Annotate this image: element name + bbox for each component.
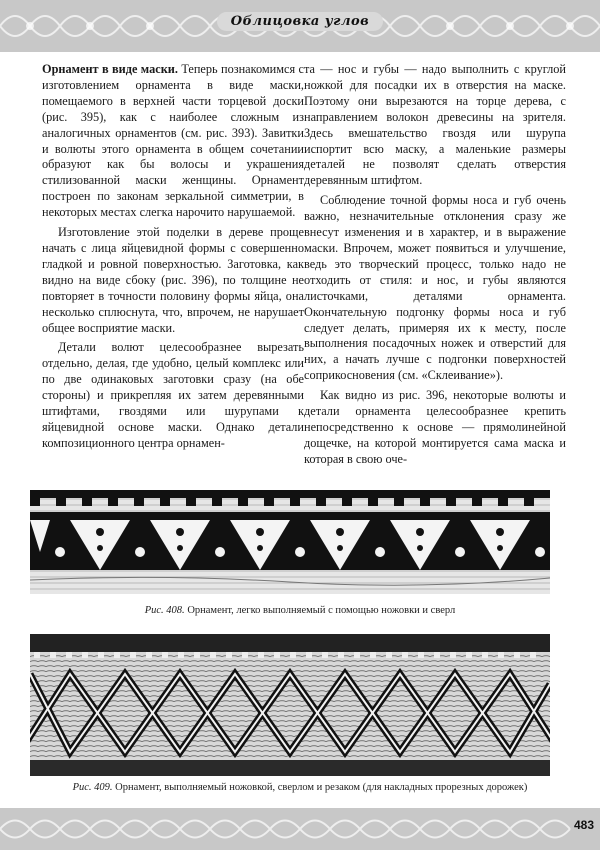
paragraph: та — нос и губы — надо выполнить с круглой ножкой для посадки их в отверстия на маске. Поэтому они вырезаются на торце дерева, с направлением волокон древесины на зрителя. Здесь вмешательство гвоздя или шурупа испортит всю маску, а маленькие размеры деталей не позволят сделать отверстия деревянным штифтом.: [304, 62, 566, 188]
paragraph: Соблюдение точной формы носа и губ очень важно, незначительные отклонения сразу же внесут изменения и в характер, и в выражение маски. Впрочем, может появиться и улучшение, ведь это творческий процесс, только надо не отходить от стиля: и нос, и губы являются листочками, деталями орнамента. Окончательную подгонку формы носа и губ следует делать, примеряя их к месту, после выполнения посадочных ножек и отверстий для них, а начать лучше с подгонки поверхностей соприкосновения (см. «Склеивание»).: [304, 193, 566, 383]
paragraph: Детали волют целесообразнее вырезать отдельно, делая, где удобно, целый комплекс или по две одинаковых заготовки сразу (на обе стороны) и прикрепляя их затем деревянными штифтами, гвоздями или шурупами к яйцевидной основе маски. Однако детали композиционного центра орнамен-: [42, 340, 304, 450]
page-number: 483: [573, 818, 594, 832]
ornament-triangles-illustration: [30, 490, 550, 594]
text-column-left: [42, 62, 304, 452]
paragraph: [42, 62, 304, 221]
figure-caption-text: Орнамент, легко выполняемый с помощью ножовки и сверл: [187, 605, 456, 616]
paragraph-lead: Орнамент в виде маски.: [42, 62, 178, 76]
figure-409-image: [30, 634, 550, 776]
text-column-right: [304, 62, 566, 468]
figure-408-caption: [0, 605, 600, 616]
footer-ornament: [0, 808, 600, 850]
figure-label: Рис. 408.: [144, 605, 185, 616]
running-header: [0, 14, 600, 29]
paragraph-text: Теперь познакомимся с изготовлением орнамента в виде маски, помещаемого в верхней части торцевой доски (рис. 395), как с наиболее сложным из аналогичных орнаментов (см. рис. 393). Завитки и волюты этого орнамента в общем сочетании образуют как бы волосы и украшения стилизованной маски женщины. Орнамент построен по законам зеркальной симметрии, в некоторых местах слегка нарочито нарушаемой.: [42, 62, 304, 220]
figure-caption-text: Орнамент, выполняемый ножовкой, сверлом и резаком (для накладных прорезных дорожек): [115, 782, 528, 793]
running-header-title: Облицовка углов: [217, 12, 383, 31]
figure-label: Рис. 409.: [72, 782, 113, 793]
figure-408-image: [30, 490, 550, 594]
paragraph: Как видно из рис. 396, некоторые волюты и детали орнамента целесообразнее крепить непосредственно к основе — прямолинейной дощечке, на которой монтируется сама маска и которая в свою оче-: [304, 388, 566, 466]
paragraph: Изготовление этой поделки в дереве проще начать с лица яйцевидной формы с совершенно гладкой и ровной поверхностью. Заготовка, как видно на виде сбоку (рис. 396), по толщине не повторяет в точности половину формы яйца, она несколько сплюснута, что, впрочем, не нарушает общее восприятие маски.: [42, 225, 304, 335]
ornament-zigzag-illustration: [30, 634, 550, 776]
figure-409-caption: [0, 782, 600, 793]
footer-ornament-band: [0, 808, 600, 850]
